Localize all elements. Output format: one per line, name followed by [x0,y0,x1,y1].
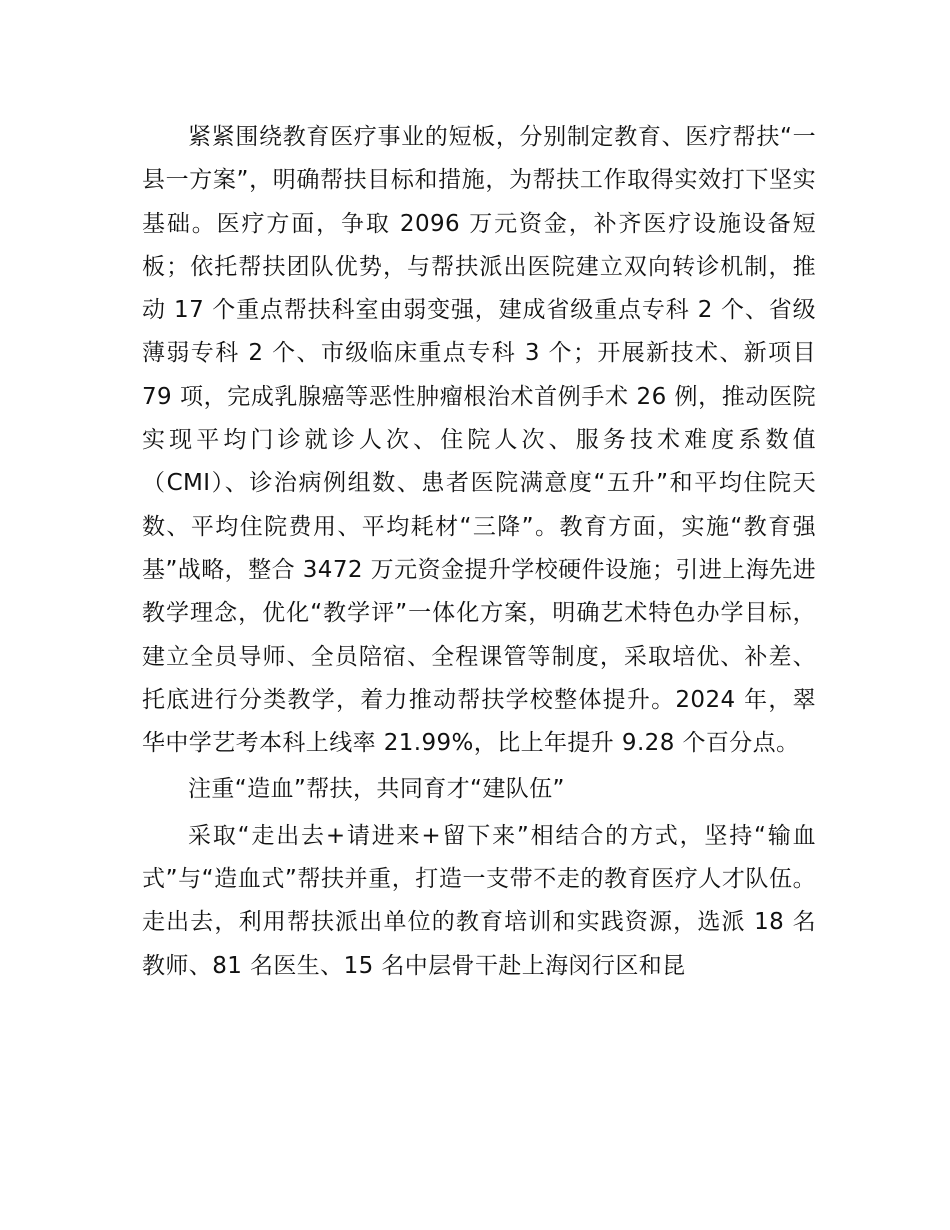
body-paragraph-education-medical: 紧紧围绕教育医疗事业的短板，分别制定教育、医疗帮扶“一县一方案”，明确帮扶目标和措施，为帮扶工作取得实效打下坚实基础。医疗方面，争取 2096 万元资金，补齐医疗设施设备短板；依托帮扶团队优势，与帮扶派出医院建立双向转诊机制，推动 17 个重点帮扶科室由弱变强，建成省级重点专科 2 个、省级薄弱专科 2 个、市级临床重点专科 3 个；开展新技术、新项目 79 项，完成乳腺癌等恶性肿瘤根治术首例手术 26 例，推动医院实现平均门诊就诊人次、住院人次、服务技术难度系数值（CMI）、诊治病例组数、患者医院满意度“五升”和平均住院天数、平均住院费用、平均耗材“三降”。教育方面，实施“教育强基”战略，整合 3472 万元资金提升学校硬件设施；引进上海先进教学理念，优化“教学评”一体化方案，明确艺术特色办学目标，建立全员导师、全员陪宿、全程课管等制度，采取培优、补差、托底进行分类教学，着力推动帮扶学校整体提升。2024 年，翠华中学艺考本科上线率 21.99%，比上年提升 9.28 个百分点。 [142,124,816,757]
body-paragraph-talent-training: 采取“走出去+请进来+留下来”相结合的方式，坚持“输血式”与“造血式”帮扶并重，打造一支带不走的教育医疗人才队伍。走出去，利用帮扶派出单位的教育培训和实践资源，选派 18 名教师、81 名医生、15 名中层骨干赴上海闵行区和昆 [142,822,816,979]
document-page [142,116,816,988]
section-heading-talent-team: 注重“造血”帮扶，共同育才“建队伍” [188,776,565,803]
